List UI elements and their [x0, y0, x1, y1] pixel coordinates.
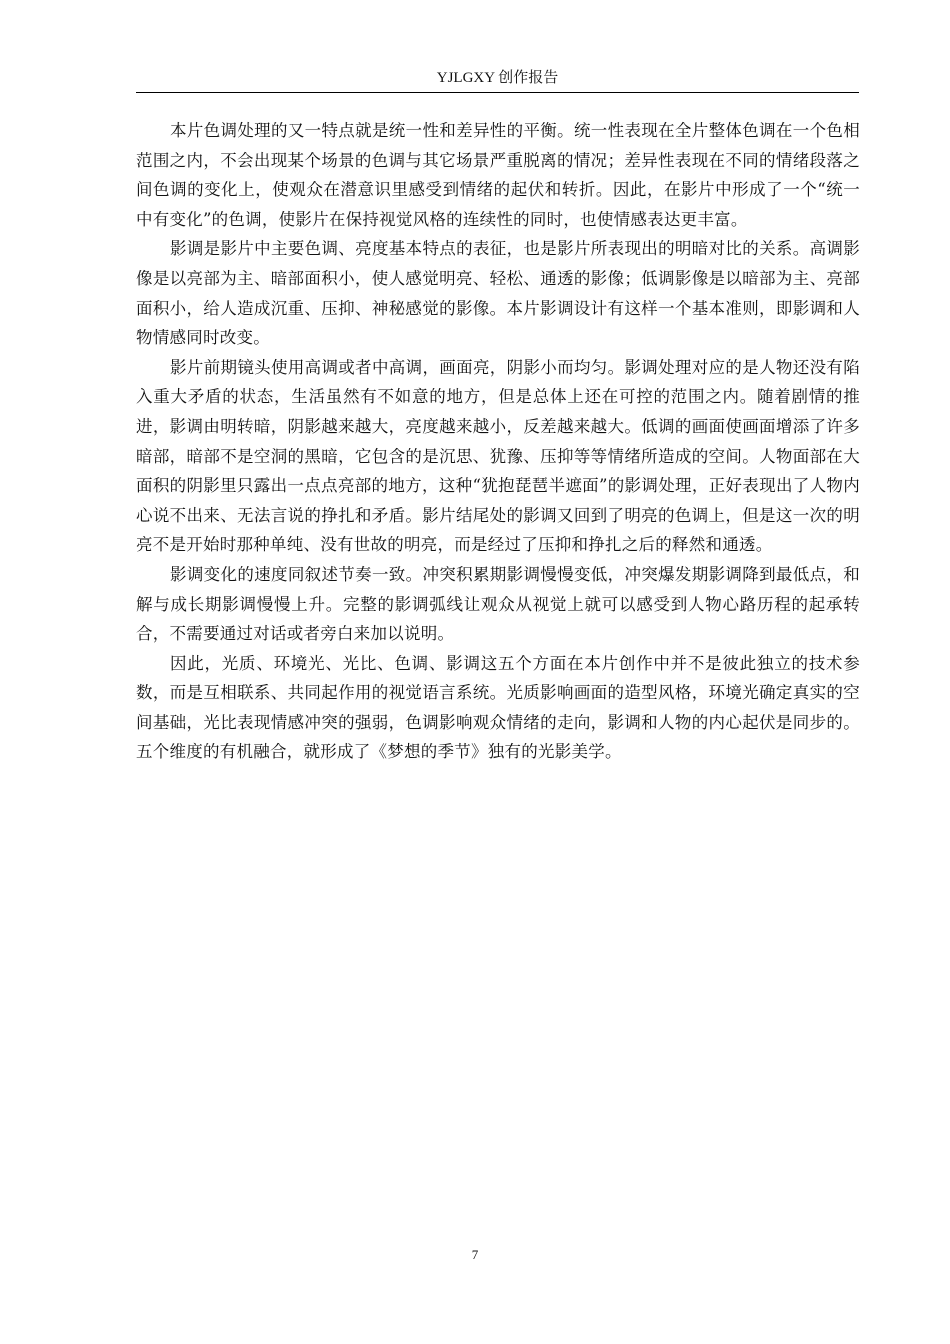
page-number: 7 — [471, 1247, 479, 1262]
paragraph-conclusion: 因此，光质、环境光、光比、色调、影调这五个方面在本片创作中并不是彼此独立的技术参数，而是互相联系、共同起作用的视觉语言系统。光质影响画面的造型风格，环境光确定真实的空间基础，光比表现情感冲突的强弱，色调影响观众情绪的走向，影调和人物的内心起伏是同步的。五个维度的有机融合，就形成了《梦想的季节》独有的光影美学。 — [136, 653, 860, 762]
body-text — [136, 116, 860, 767]
paragraph-tone-definition: 影调是影片中主要色调、亮度基本特点的表征，也是影片所表现出的明暗对比的关系。高调影像是以亮部为主、暗部面积小，使人感觉明亮、轻松、通透的影像；低调影像是以暗部为主、亮部面积小，给人造成沉重、压抑、神秘感觉的影像。本片影调设计有这样一个基本准则，即影调和人物情感同时改变。 — [136, 239, 860, 348]
running-header: YJLGXY 创作报告 — [436, 70, 559, 86]
paragraph-color-balance: 本片色调处理的又一特点就是统一性和差异性的平衡。统一性表现在全片整体色调在一个色相范围之内，不会出现某个场景的色调与其它场景严重脱离的情况；差异性表现在不同的情绪段落之间色调的变化上，使观众在潜意识里感受到情绪的起伏和转折。因此，在影片中形成了一个“统一中有变化”的色调，使影片在保持视觉风格的连续性的同时，也使情感表达更丰富。 — [136, 121, 860, 229]
paragraph-tone-rhythm: 影调变化的速度同叙述节奏一致。冲突积累期影调慢慢变低，冲突爆发期影调降到最低点，和解与成长期影调慢慢上升。完整的影调弧线让观众从视觉上就可以感受到人物心路历程的起承转合，不需要通过对话或者旁白来加以说明。 — [136, 564, 860, 644]
paragraph-tone-progression: 影片前期镜头使用高调或者中高调，画面亮，阴影小而均匀。影调处理对应的是人物还没有陷入重大矛盾的状态，生活虽然有不如意的地方，但是总体上还在可控的范围之内。随着剧情的推进，影调由明转暗，阴影越来越大，亮度越来越小，反差越来越大。低调的画面使画面增添了许多暗部，暗部不是空洞的黑暗，它包含的是沉思、犹豫、压抑等等情绪所造成的空间。人物面部在大面积的阴影里只露出一点点亮部的地方，这种“犹抱琵琶半遮面”的影调处理，正好表现出了人物内心说不出来、无法言说的挣扎和矛盾。影片结尾处的影调又回到了明亮的色调上，但是这一次的明亮不是开始时那种单纯、没有世故的明亮，而是经过了压抑和挣扎之后的释然和通透。 — [136, 357, 860, 555]
header-divider — [136, 92, 859, 93]
